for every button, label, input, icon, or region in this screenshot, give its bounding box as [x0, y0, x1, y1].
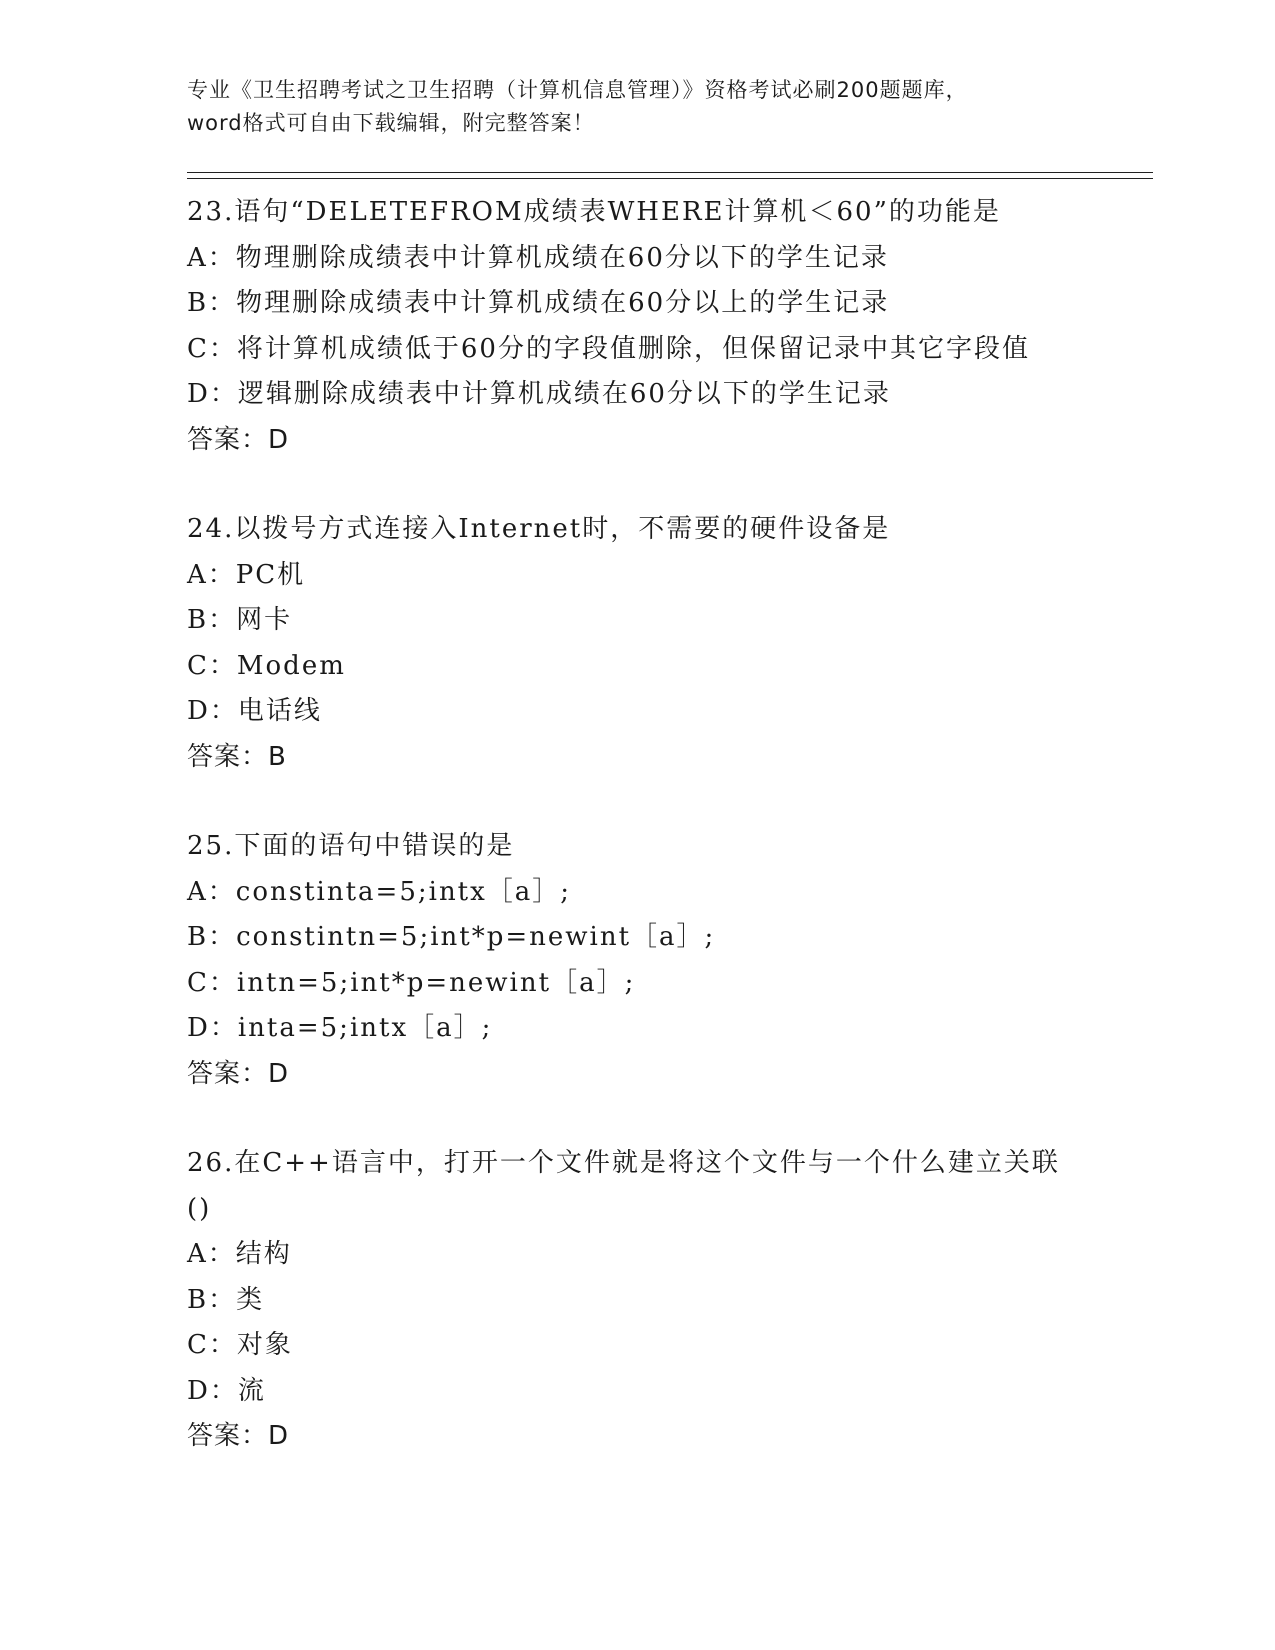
- option-a: A：PC机: [187, 559, 306, 590]
- option-b: B：网卡: [187, 605, 293, 635]
- option-d: D：电话线: [187, 696, 322, 726]
- answer: 答案：D: [187, 424, 290, 455]
- question-25: [187, 824, 1147, 1097]
- option-c: C：Modem: [187, 650, 346, 681]
- header-line-1: 专业《卫生招聘考试之卫生招聘（计算机信息管理）》资格考试必刷200题题库，: [187, 78, 968, 102]
- answer: 答案：D: [187, 1058, 290, 1089]
- option-d: D：inta=5;intx［a］;: [187, 1013, 493, 1043]
- question-stem: 24.以拨号方式连接入Internet时，不需要的硬件设备是: [187, 514, 891, 544]
- header-line-2: word格式可自由下载编辑，附完整答案！: [187, 111, 595, 135]
- option-a: A：结构: [187, 1239, 292, 1269]
- option-b: B：物理删除成绩表中计算机成绩在60分以上的学生记录: [187, 288, 890, 318]
- question-stem: 23.语句“DELETEFROM成绩表WHERE计算机＜60”的功能是: [187, 197, 1001, 227]
- answer: 答案：D: [187, 1421, 290, 1451]
- option-b: B：类: [187, 1284, 265, 1315]
- option-a: A：物理删除成绩表中计算机成绩在60分以下的学生记录: [187, 242, 889, 273]
- header-divider-top: [187, 172, 1153, 173]
- option-c: C：intn=5;int*p=newint［a］;: [187, 967, 636, 998]
- answer: 答案：B: [187, 741, 287, 772]
- question-23: [187, 190, 1147, 463]
- document-header: [187, 74, 1127, 140]
- option-d: D：逻辑删除成绩表中计算机成绩在60分以下的学生记录: [187, 379, 891, 409]
- option-a: A：constinta=5;intx［a］;: [187, 876, 572, 907]
- question-list: [187, 190, 1147, 1504]
- question-24: [187, 507, 1147, 780]
- question-stem: 26.在C++语言中，打开一个文件就是将这个文件与一个什么建立关联(): [187, 1148, 1060, 1224]
- header-divider-bottom: [187, 178, 1153, 179]
- option-d: D：流: [187, 1375, 266, 1406]
- option-c: C：对象: [187, 1330, 293, 1360]
- question-stem: 25.下面的语句中错误的是: [187, 831, 515, 861]
- option-c: C：将计算机成绩低于60分的字段值删除，但保留记录中其它字段值: [187, 333, 1030, 364]
- option-b: B：constintn=5;int*p=newint［a］;: [187, 922, 716, 952]
- question-26: [187, 1141, 1147, 1460]
